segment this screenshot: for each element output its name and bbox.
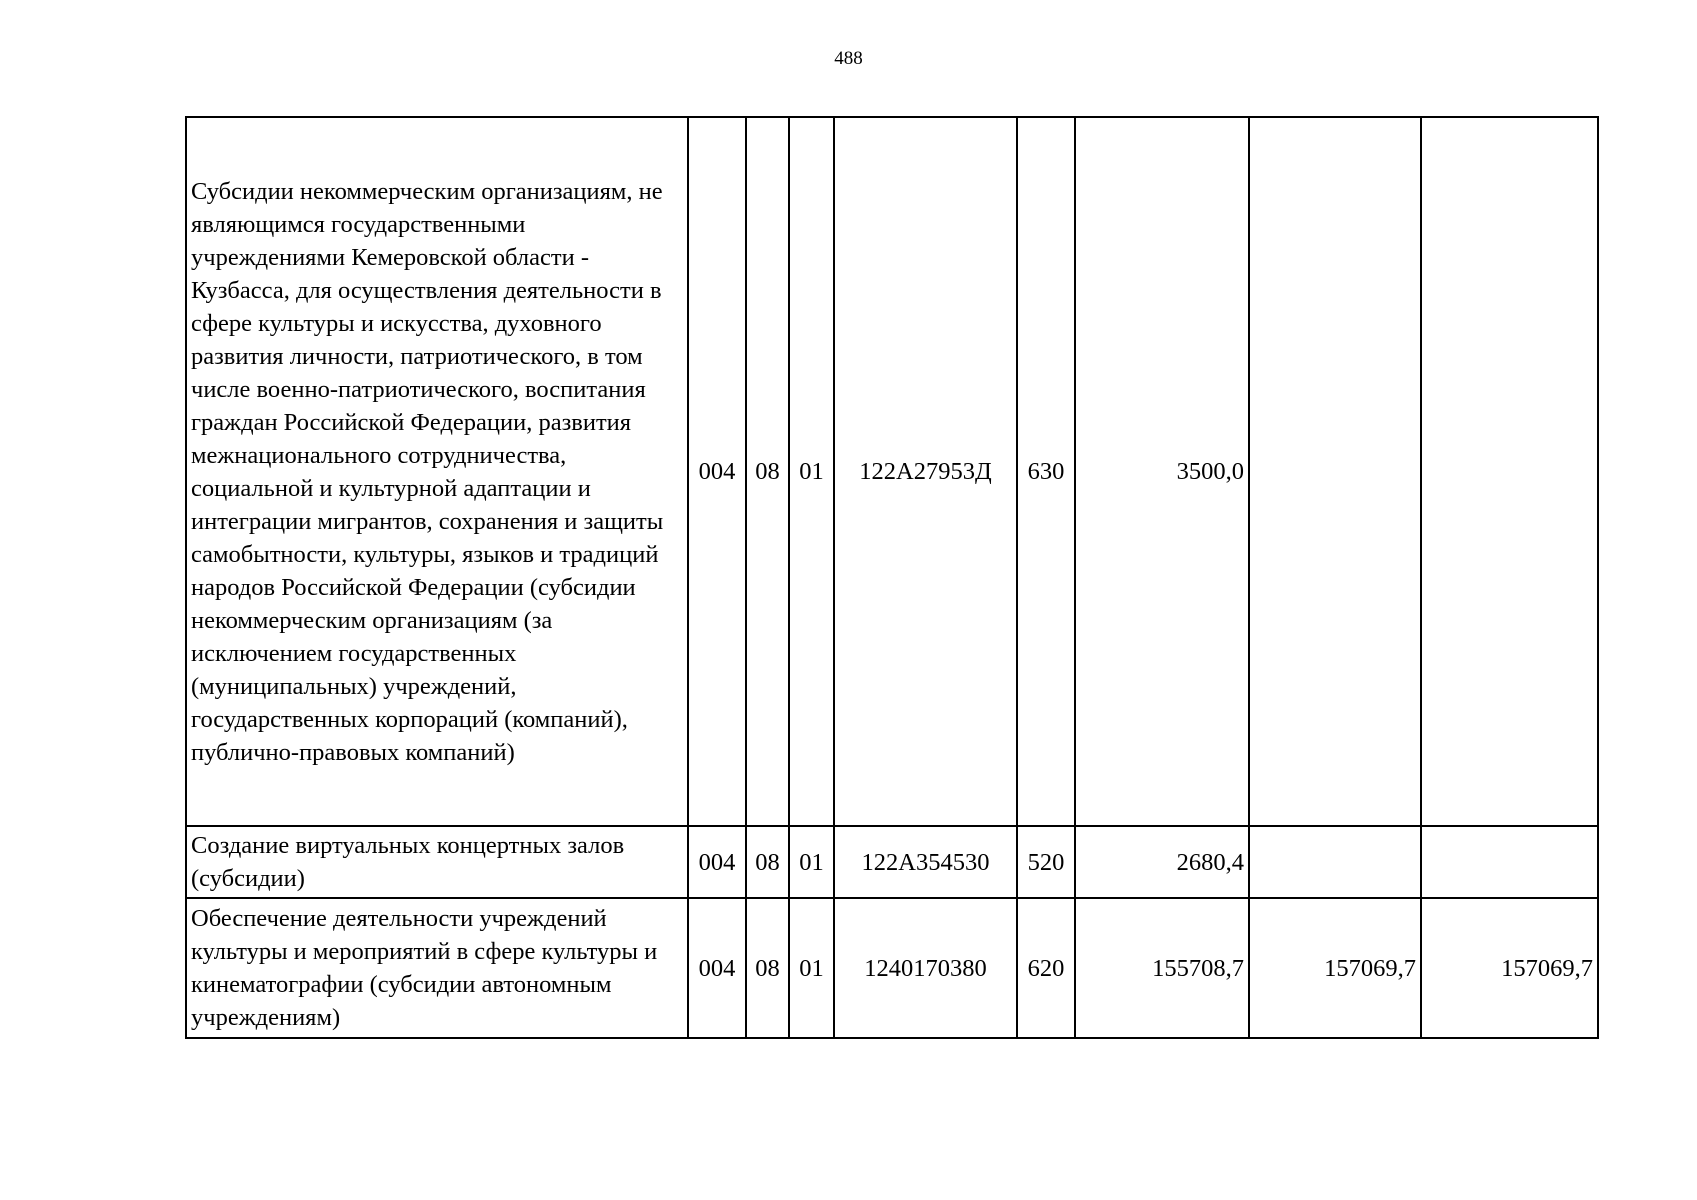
table-row [186,898,1598,1038]
row-description: Обеспечение деятельности учреждений культуры и мероприятий в сфере культуры и кинематографии (субсидии автономным учреждениям) [186,898,688,1038]
amount-year-2 [1249,826,1421,898]
subsection-code: 01 [789,117,834,826]
expense-type-code: 620 [1017,898,1075,1038]
amount-year-1: 3500,0 [1075,117,1249,826]
ministry-code: 004 [688,826,746,898]
row-description: Субсидии некоммерческим организациям, не являющимся государственными учреждениями Кемеровской области - Кузбасса, для осуществления деятельности в сфере культуры и искусства, духовного развития личности, патриотического, в том числе военно-патриотического, воспитания граждан Российской Федерации, развития межнационального сотрудничества, социальной и культурной адаптации и интеграции мигрантов, сохранения и защиты самобытности, культуры, языков и традиций народов Российской Федерации (субсидии некоммерческим организациям (за исключением государственных (муниципальных) учреждений, государственных корпораций (компаний), публично-правовых компаний) [186,117,688,826]
section-code: 08 [746,117,789,826]
amount-year-2 [1249,117,1421,826]
ministry-code: 004 [688,898,746,1038]
expense-type-code: 520 [1017,826,1075,898]
amount-year-3 [1421,117,1598,826]
target-article-code: 122А27953Д [834,117,1017,826]
section-code: 08 [746,898,789,1038]
amount-year-3 [1421,826,1598,898]
target-article-code: 1240170380 [834,898,1017,1038]
amount-year-2: 157069,7 [1249,898,1421,1038]
amount-year-1: 2680,4 [1075,826,1249,898]
amount-year-3: 157069,7 [1421,898,1598,1038]
section-code: 08 [746,826,789,898]
row-description: Создание виртуальных концертных залов (субсидии) [186,826,688,898]
ministry-code: 004 [688,117,746,826]
budget-table [185,116,1599,1039]
table-row [186,826,1598,898]
table-row [186,117,1598,826]
expense-type-code: 630 [1017,117,1075,826]
subsection-code: 01 [789,826,834,898]
target-article-code: 122А354530 [834,826,1017,898]
page-number: 488 [834,48,863,69]
amount-year-1: 155708,7 [1075,898,1249,1038]
subsection-code: 01 [789,898,834,1038]
